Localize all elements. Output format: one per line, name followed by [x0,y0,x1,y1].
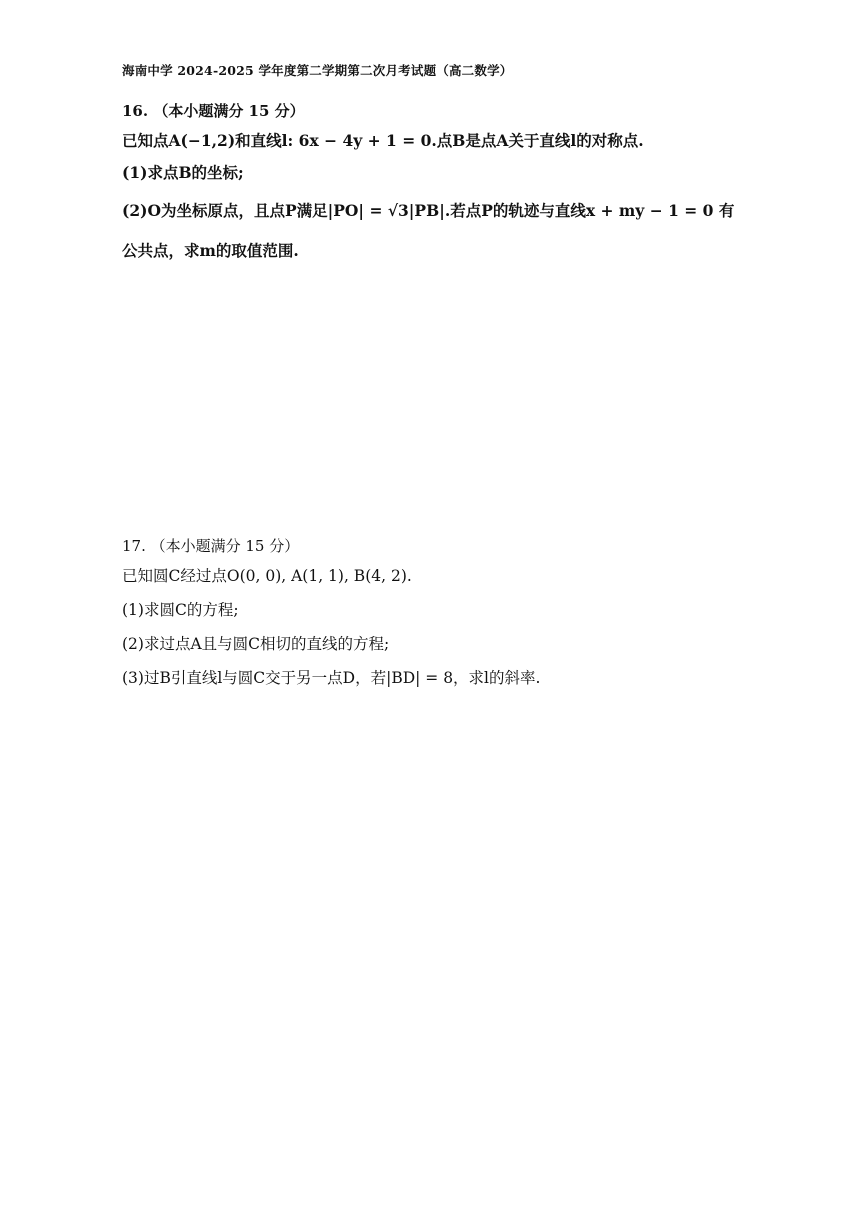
question-17 [122,535,762,700]
exam-header: 海南中学 2024-2025 学年度第二学期第二次月考试题（高二数学） [122,63,513,78]
question-17-part-1: (1)求圆C的方程; [122,601,239,619]
question-16-part-2-line-1: (2)O为坐标原点，且点P满足|PO| = √3|PB|.若点P的轨迹与直线x + my − 1 = 0 有 [122,201,735,220]
question-17-title: 17. （本小题满分 15 分） [122,537,300,555]
question-17-stem: 已知圆C经过点O(0, 0), A(1, 1), B(4, 2). [122,567,412,585]
question-17-part-3: (3)过B引直线l与圆C交于另一点D，若|BD| = 8，求l的斜率. [122,669,541,687]
question-16 [122,100,762,271]
question-16-part-1: (1)求点B的坐标; [122,163,244,182]
question-17-part-2: (2)求过点A且与圆C相切的直线的方程; [122,635,390,653]
question-16-part-2-line-2: 公共点，求m的取值范围. [122,241,299,260]
question-16-stem: 已知点A(−1,2)和直线l: 6x − 4y + 1 = 0.点B是点A关于直线l的对称点. [122,131,644,150]
question-16-title: 16. （本小题满分 15 分） [122,102,305,120]
